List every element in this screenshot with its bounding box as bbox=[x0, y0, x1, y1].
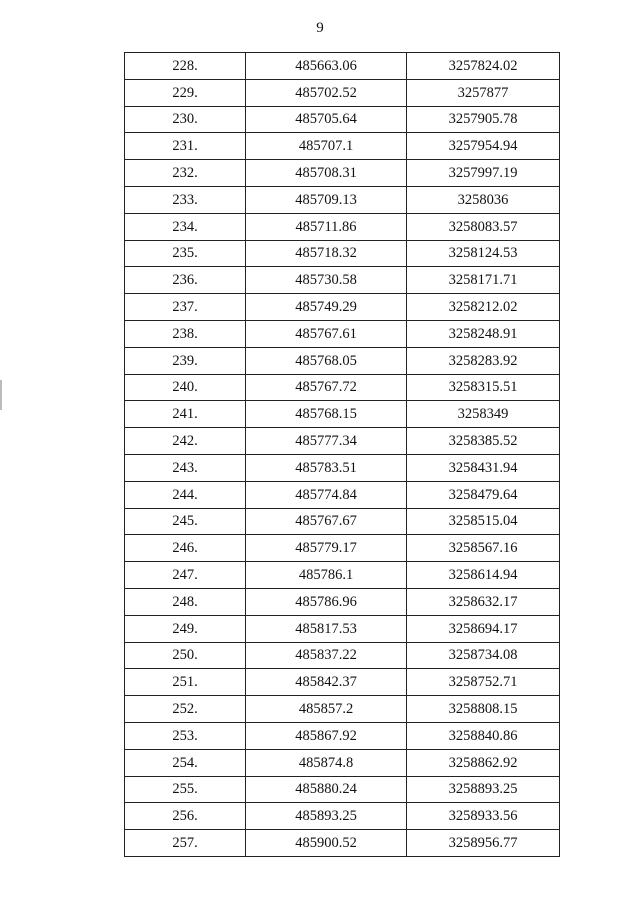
table-row bbox=[125, 803, 560, 830]
x-coordinate-cell: 485783.51 bbox=[246, 454, 407, 481]
table-row bbox=[125, 79, 560, 106]
x-coordinate-cell: 485900.52 bbox=[246, 830, 407, 857]
point-number-cell: 245. bbox=[125, 508, 246, 535]
y-coordinate-cell: 3258614.94 bbox=[407, 562, 560, 589]
y-coordinate-cell: 3258083.57 bbox=[407, 213, 560, 240]
point-number-cell: 239. bbox=[125, 347, 246, 374]
x-coordinate-cell: 485842.37 bbox=[246, 669, 407, 696]
x-coordinate-cell: 485786.96 bbox=[246, 588, 407, 615]
x-coordinate-cell: 485730.58 bbox=[246, 267, 407, 294]
table-row bbox=[125, 776, 560, 803]
y-coordinate-cell: 3258385.52 bbox=[407, 428, 560, 455]
y-coordinate-cell: 3258893.25 bbox=[407, 776, 560, 803]
table-row bbox=[125, 562, 560, 589]
table-row bbox=[125, 696, 560, 723]
y-coordinate-cell: 3258694.17 bbox=[407, 615, 560, 642]
point-number-cell: 233. bbox=[125, 186, 246, 213]
y-coordinate-cell: 3258315.51 bbox=[407, 374, 560, 401]
y-coordinate-cell: 3258248.91 bbox=[407, 320, 560, 347]
x-coordinate-cell: 485837.22 bbox=[246, 642, 407, 669]
point-number-cell: 231. bbox=[125, 133, 246, 160]
point-number-cell: 254. bbox=[125, 749, 246, 776]
x-coordinate-cell: 485874.8 bbox=[246, 749, 407, 776]
point-number-cell: 244. bbox=[125, 481, 246, 508]
y-coordinate-cell: 3258752.71 bbox=[407, 669, 560, 696]
point-number-cell: 251. bbox=[125, 669, 246, 696]
table-row bbox=[125, 320, 560, 347]
point-number-cell: 248. bbox=[125, 588, 246, 615]
x-coordinate-cell: 485880.24 bbox=[246, 776, 407, 803]
x-coordinate-cell: 485774.84 bbox=[246, 481, 407, 508]
coordinates-table-body bbox=[125, 53, 560, 857]
y-coordinate-cell: 3258862.92 bbox=[407, 749, 560, 776]
table-row bbox=[125, 830, 560, 857]
table-row bbox=[125, 374, 560, 401]
table-row bbox=[125, 749, 560, 776]
table-row bbox=[125, 106, 560, 133]
x-coordinate-cell: 485777.34 bbox=[246, 428, 407, 455]
table-row bbox=[125, 615, 560, 642]
point-number-cell: 250. bbox=[125, 642, 246, 669]
y-coordinate-cell: 3258036 bbox=[407, 186, 560, 213]
y-coordinate-cell: 3258840.86 bbox=[407, 722, 560, 749]
table-row bbox=[125, 588, 560, 615]
table-row bbox=[125, 213, 560, 240]
y-coordinate-cell: 3258632.17 bbox=[407, 588, 560, 615]
x-coordinate-cell: 485767.67 bbox=[246, 508, 407, 535]
x-coordinate-cell: 485749.29 bbox=[246, 294, 407, 321]
x-coordinate-cell: 485893.25 bbox=[246, 803, 407, 830]
x-coordinate-cell: 485718.32 bbox=[246, 240, 407, 267]
coordinates-table-container bbox=[124, 52, 556, 857]
x-coordinate-cell: 485708.31 bbox=[246, 160, 407, 187]
y-coordinate-cell: 3258283.92 bbox=[407, 347, 560, 374]
y-coordinate-cell: 3257954.94 bbox=[407, 133, 560, 160]
y-coordinate-cell: 3258956.77 bbox=[407, 830, 560, 857]
x-coordinate-cell: 485767.61 bbox=[246, 320, 407, 347]
point-number-cell: 242. bbox=[125, 428, 246, 455]
x-coordinate-cell: 485817.53 bbox=[246, 615, 407, 642]
table-row bbox=[125, 347, 560, 374]
x-coordinate-cell: 485768.05 bbox=[246, 347, 407, 374]
x-coordinate-cell: 485779.17 bbox=[246, 535, 407, 562]
point-number-cell: 252. bbox=[125, 696, 246, 723]
point-number-cell: 241. bbox=[125, 401, 246, 428]
y-coordinate-cell: 3258124.53 bbox=[407, 240, 560, 267]
point-number-cell: 257. bbox=[125, 830, 246, 857]
x-coordinate-cell: 485711.86 bbox=[246, 213, 407, 240]
point-number-cell: 234. bbox=[125, 213, 246, 240]
page-number: 9 bbox=[316, 20, 324, 36]
coordinates-table bbox=[124, 52, 560, 857]
x-coordinate-cell: 485867.92 bbox=[246, 722, 407, 749]
point-number-cell: 232. bbox=[125, 160, 246, 187]
point-number-cell: 255. bbox=[125, 776, 246, 803]
scan-edge-mark bbox=[0, 380, 2, 410]
table-row bbox=[125, 401, 560, 428]
table-row bbox=[125, 240, 560, 267]
table-row bbox=[125, 294, 560, 321]
point-number-cell: 246. bbox=[125, 535, 246, 562]
table-row bbox=[125, 160, 560, 187]
table-row bbox=[125, 454, 560, 481]
y-coordinate-cell: 3257905.78 bbox=[407, 106, 560, 133]
x-coordinate-cell: 485857.2 bbox=[246, 696, 407, 723]
point-number-cell: 240. bbox=[125, 374, 246, 401]
table-row bbox=[125, 133, 560, 160]
point-number-cell: 236. bbox=[125, 267, 246, 294]
y-coordinate-cell: 3258212.02 bbox=[407, 294, 560, 321]
x-coordinate-cell: 485786.1 bbox=[246, 562, 407, 589]
x-coordinate-cell: 485702.52 bbox=[246, 79, 407, 106]
point-number-cell: 256. bbox=[125, 803, 246, 830]
x-coordinate-cell: 485707.1 bbox=[246, 133, 407, 160]
point-number-cell: 243. bbox=[125, 454, 246, 481]
point-number-cell: 253. bbox=[125, 722, 246, 749]
y-coordinate-cell: 3258515.04 bbox=[407, 508, 560, 535]
table-row bbox=[125, 642, 560, 669]
table-row bbox=[125, 186, 560, 213]
x-coordinate-cell: 485768.15 bbox=[246, 401, 407, 428]
point-number-cell: 247. bbox=[125, 562, 246, 589]
x-coordinate-cell: 485709.13 bbox=[246, 186, 407, 213]
table-row bbox=[125, 53, 560, 80]
point-number-cell: 235. bbox=[125, 240, 246, 267]
point-number-cell: 238. bbox=[125, 320, 246, 347]
table-row bbox=[125, 508, 560, 535]
y-coordinate-cell: 3258171.71 bbox=[407, 267, 560, 294]
y-coordinate-cell: 3258349 bbox=[407, 401, 560, 428]
table-row bbox=[125, 669, 560, 696]
y-coordinate-cell: 3257877 bbox=[407, 79, 560, 106]
table-row bbox=[125, 428, 560, 455]
point-number-cell: 237. bbox=[125, 294, 246, 321]
x-coordinate-cell: 485663.06 bbox=[246, 53, 407, 80]
y-coordinate-cell: 3257997.19 bbox=[407, 160, 560, 187]
y-coordinate-cell: 3258734.08 bbox=[407, 642, 560, 669]
y-coordinate-cell: 3258479.64 bbox=[407, 481, 560, 508]
y-coordinate-cell: 3258431.94 bbox=[407, 454, 560, 481]
y-coordinate-cell: 3258933.56 bbox=[407, 803, 560, 830]
point-number-cell: 230. bbox=[125, 106, 246, 133]
x-coordinate-cell: 485767.72 bbox=[246, 374, 407, 401]
x-coordinate-cell: 485705.64 bbox=[246, 106, 407, 133]
point-number-cell: 249. bbox=[125, 615, 246, 642]
y-coordinate-cell: 3257824.02 bbox=[407, 53, 560, 80]
table-row bbox=[125, 535, 560, 562]
point-number-cell: 229. bbox=[125, 79, 246, 106]
table-row bbox=[125, 267, 560, 294]
table-row bbox=[125, 481, 560, 508]
table-row bbox=[125, 722, 560, 749]
point-number-cell: 228. bbox=[125, 53, 246, 80]
y-coordinate-cell: 3258567.16 bbox=[407, 535, 560, 562]
y-coordinate-cell: 3258808.15 bbox=[407, 696, 560, 723]
